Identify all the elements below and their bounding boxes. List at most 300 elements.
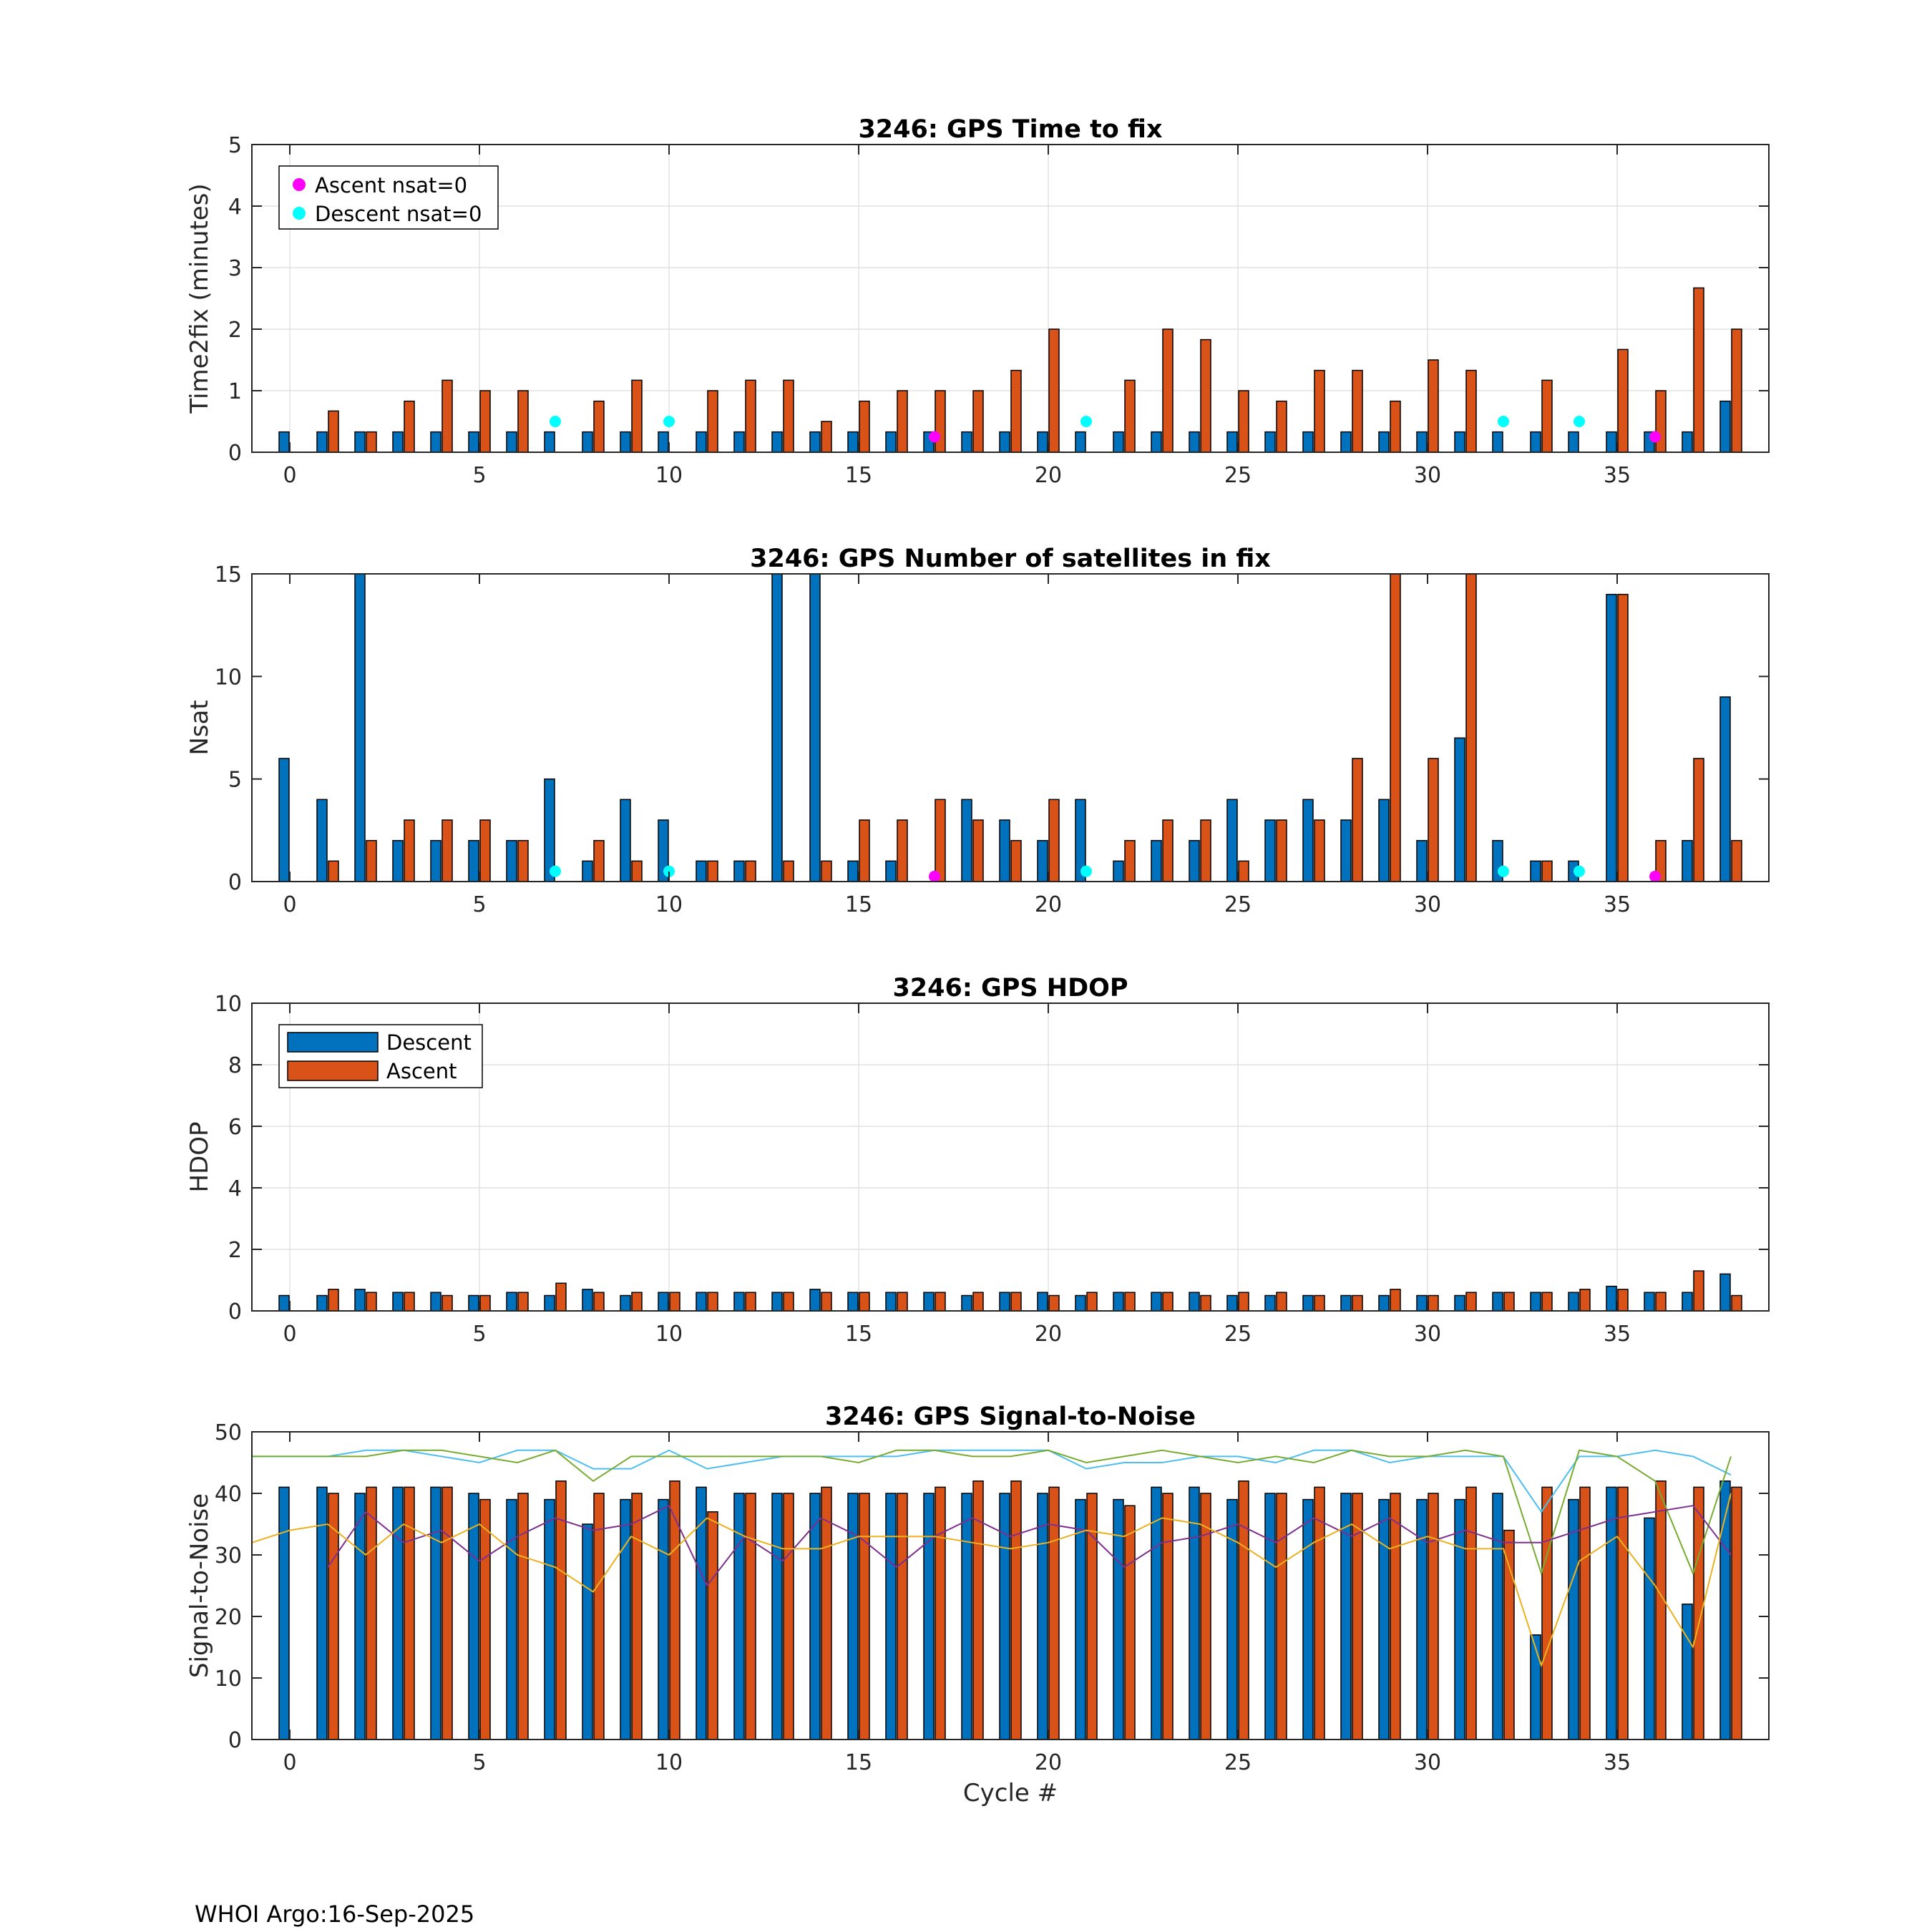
descent-nsat0-marker (1574, 416, 1585, 427)
ascent-bar (1732, 1487, 1742, 1740)
descent-bar (279, 1296, 289, 1312)
descent-nsat0-marker (550, 416, 561, 427)
descent-bar (1038, 1292, 1048, 1311)
descent-bar (734, 861, 744, 882)
ascent-bar (1428, 360, 1438, 452)
descent-bar (1265, 432, 1275, 452)
descent-bar (279, 1487, 289, 1740)
descent-bar (962, 1296, 972, 1312)
descent-bar (582, 861, 592, 882)
chart-panel-1 (185, 115, 1769, 488)
x-tick-label: 5 (472, 892, 487, 917)
descent-bar (1000, 820, 1010, 882)
ascent-bar (1732, 329, 1742, 452)
descent-bar (886, 432, 896, 452)
descent-bar (734, 432, 744, 452)
y-tick-label: 4 (228, 1176, 242, 1201)
ascent-bar (1618, 1487, 1628, 1740)
descent-bar (1189, 432, 1199, 452)
descent-bar (1531, 861, 1541, 882)
descent-bar (620, 432, 630, 452)
ascent-bar (746, 1292, 756, 1311)
ascent-bar (1049, 1296, 1059, 1312)
ascent-bar (404, 1292, 414, 1311)
ascent-bar (1239, 391, 1249, 452)
descent-bar (1682, 432, 1692, 452)
ascent-bar (1428, 1493, 1438, 1740)
ascent-bar (935, 1487, 945, 1740)
descent-bar (582, 1524, 592, 1740)
ascent-bar (821, 421, 831, 452)
ascent-bar (821, 1487, 831, 1740)
descent-bar (734, 1292, 744, 1311)
descent-bar (658, 1292, 668, 1311)
descent-bar (1379, 432, 1389, 452)
descent-bar (1606, 595, 1616, 882)
ascent-bar (1694, 1487, 1704, 1740)
descent-bar (393, 432, 403, 452)
descent-bar (886, 1292, 896, 1311)
descent-bar (1113, 861, 1123, 882)
descent-bar (1455, 432, 1465, 452)
y-tick-label: 1 (228, 379, 242, 404)
y-tick-label: 30 (214, 1543, 242, 1568)
y-tick-label: 5 (228, 133, 242, 158)
chart-title: 3246: GPS Signal-to-Noise (825, 1402, 1196, 1431)
descent-bar (1075, 432, 1085, 452)
ascent-bar (1466, 1292, 1476, 1311)
descent-nsat0-marker (1498, 866, 1509, 877)
ascent-bar (1201, 1296, 1211, 1312)
ascent-bar (670, 1292, 680, 1311)
descent-bar (469, 841, 479, 882)
ascent-nsat0-marker (1649, 871, 1661, 882)
ascent-bar (1163, 329, 1173, 452)
descent-bar (810, 432, 820, 452)
descent-bar (696, 1487, 706, 1740)
ascent-bar (1277, 1493, 1287, 1740)
x-tick-label: 15 (844, 1750, 873, 1775)
ascent-bar (1314, 371, 1324, 452)
descent-bar (431, 1487, 441, 1740)
descent-bar (1265, 1493, 1275, 1740)
ascent-bar (594, 1292, 604, 1311)
descent-bar (1720, 697, 1730, 882)
ascent-bar (1201, 820, 1211, 882)
descent-bar (1038, 1493, 1048, 1740)
ascent-bar (1656, 1481, 1666, 1740)
descent-bar (431, 841, 441, 882)
ascent-bar (480, 820, 490, 882)
descent-bar (507, 1292, 517, 1311)
descent-nsat0-marker (1574, 866, 1585, 877)
x-tick-label: 5 (472, 463, 487, 488)
descent-bar (1227, 799, 1237, 882)
x-tick-label: 35 (1603, 1322, 1631, 1347)
ascent-bar (1618, 349, 1628, 452)
x-tick-label: 20 (1034, 892, 1063, 917)
descent-bar (1341, 820, 1351, 882)
ascent-bar (859, 1292, 869, 1311)
ascent-bar (1239, 1481, 1249, 1740)
descent-bar (1606, 432, 1616, 452)
y-tick-label: 0 (228, 1728, 242, 1753)
descent-bar (1151, 432, 1161, 452)
legend (279, 166, 498, 229)
ascent-bar (1125, 841, 1135, 882)
chart-title: 3246: GPS Time to fix (858, 115, 1163, 144)
ascent-bar (859, 1493, 869, 1740)
descent-bar (1455, 738, 1465, 882)
ascent-bar (518, 841, 528, 882)
descent-bar (1189, 1292, 1199, 1311)
descent-bar (886, 861, 896, 882)
descent-bar (1000, 1493, 1010, 1740)
x-axis-label: Cycle # (962, 1779, 1058, 1807)
descent-bar (1265, 1296, 1275, 1312)
descent-bar (772, 1493, 782, 1740)
ascent-bar (632, 1493, 642, 1740)
descent-bar (1341, 432, 1351, 452)
ascent-bar (1087, 1292, 1097, 1311)
ascent-bar (746, 380, 756, 452)
descent-nsat0-marker (550, 866, 561, 877)
descent-bar (1227, 432, 1237, 452)
y-tick-label: 5 (228, 767, 242, 793)
ascent-bar (1011, 841, 1021, 882)
ascent-bar (1542, 380, 1552, 452)
ascent-bar (328, 1493, 338, 1740)
descent-bar (279, 432, 289, 452)
y-tick-label: 0 (228, 441, 242, 466)
descent-bar (810, 1493, 820, 1740)
ascent-bar (897, 1292, 907, 1311)
ascent-bar (784, 1292, 794, 1311)
plot-area (252, 1432, 1769, 1740)
x-tick-label: 30 (1413, 1322, 1442, 1347)
descent-bar (620, 1500, 630, 1740)
descent-bar (431, 432, 441, 452)
y-tick-label: 40 (214, 1482, 242, 1507)
descent-bar (962, 1493, 972, 1740)
ascent-bar (1277, 1292, 1287, 1311)
x-tick-label: 0 (283, 1750, 297, 1775)
y-tick-label: 10 (214, 992, 242, 1017)
x-tick-label: 0 (283, 463, 297, 488)
ascent-bar (1390, 1289, 1400, 1311)
ascent-bar (1618, 1289, 1628, 1311)
ascent-bar (1732, 1296, 1742, 1312)
ascent-bar (746, 861, 756, 882)
ascent-bar (404, 401, 414, 452)
descent-nsat0-marker (1080, 416, 1092, 427)
descent-bar (1303, 432, 1313, 452)
ascent-bar (784, 861, 794, 882)
ascent-bar (1542, 1487, 1552, 1740)
descent-bar (1531, 1635, 1541, 1740)
descent-bar (620, 799, 630, 882)
ascent-bar (366, 1487, 376, 1740)
descent-bar (924, 1493, 934, 1740)
descent-bar (848, 1493, 858, 1740)
ascent-bar (442, 820, 452, 882)
descent-bar (1493, 432, 1503, 452)
y-tick-label: 8 (228, 1053, 242, 1078)
ascent-bar (1201, 1493, 1211, 1740)
chart-title: 3246: GPS Number of satellites in fix (750, 545, 1271, 573)
descent-bar (469, 1493, 479, 1740)
descent-bar (1000, 432, 1010, 452)
ascent-bar (1694, 758, 1704, 882)
ascent-bar (1732, 841, 1742, 882)
descent-bar (1075, 1500, 1085, 1740)
x-tick-label: 35 (1603, 463, 1631, 488)
ascent-bar (328, 861, 338, 882)
descent-bar (734, 1493, 744, 1740)
ascent-bar (746, 1493, 756, 1740)
ascent-bar (1011, 1292, 1021, 1311)
x-tick-label: 25 (1224, 892, 1252, 917)
ascent-bar (1694, 1271, 1704, 1311)
ascent-bar (1011, 1481, 1021, 1740)
descent-bar (1151, 1487, 1161, 1740)
descent-bar (1720, 1274, 1730, 1311)
y-tick-label: 50 (214, 1420, 242, 1445)
ascent-bar (442, 380, 452, 452)
ascent-bar (1428, 1296, 1438, 1312)
descent-bar (1455, 1500, 1465, 1740)
y-tick-label: 10 (214, 1667, 242, 1692)
descent-bar (1606, 1487, 1616, 1740)
descent-bar (1568, 1500, 1579, 1740)
descent-bar (1379, 799, 1389, 882)
ascent-bar (1125, 1506, 1135, 1740)
y-tick-label: 3 (228, 256, 242, 281)
ascent-bar (1466, 574, 1476, 882)
x-tick-label: 20 (1034, 463, 1063, 488)
descent-bar (1303, 1500, 1313, 1740)
ascent-bar (708, 1512, 718, 1740)
x-tick-label: 30 (1413, 892, 1442, 917)
descent-bar (1038, 841, 1048, 882)
ascent-bar (1504, 1531, 1514, 1740)
descent-bar (1227, 1296, 1237, 1312)
ascent-bar (366, 1292, 376, 1311)
ascent-bar (1466, 1487, 1476, 1740)
descent-bar (1303, 1296, 1313, 1312)
y-tick-label: 2 (228, 318, 242, 343)
ascent-bar (784, 380, 794, 452)
descent-bar (1644, 1518, 1654, 1740)
descent-bar (962, 432, 972, 452)
descent-bar (1113, 432, 1123, 452)
descent-bar (317, 1296, 327, 1312)
descent-bar (1227, 1500, 1237, 1740)
descent-bar (317, 799, 327, 882)
descent-bar (1189, 1487, 1199, 1740)
ascent-bar (1580, 1289, 1590, 1311)
ascent-bar (1656, 391, 1666, 452)
descent-bar (1531, 432, 1541, 452)
descent-nsat0-marker (663, 416, 675, 427)
ascent-bar (1125, 1292, 1135, 1311)
ascent-bar (594, 401, 604, 452)
y-tick-label: 10 (214, 665, 242, 691)
ascent-bar (897, 1493, 907, 1740)
descent-bar (1682, 1604, 1692, 1740)
descent-bar (355, 432, 365, 452)
ascent-bar (1694, 288, 1704, 452)
y-tick-label: 4 (228, 195, 242, 220)
descent-bar (1265, 820, 1275, 882)
y-tick-label: 15 (214, 562, 242, 587)
x-tick-label: 15 (844, 463, 873, 488)
x-tick-label: 0 (283, 1322, 297, 1347)
descent-bar (1417, 1500, 1427, 1740)
ascent-bar (1466, 371, 1476, 452)
descent-bar (1189, 841, 1199, 882)
ascent-bar (1125, 380, 1135, 452)
descent-bar (507, 841, 517, 882)
x-tick-label: 5 (472, 1750, 487, 1775)
descent-bar (1720, 401, 1730, 452)
ascent-bar (1163, 1493, 1173, 1740)
descent-bar (317, 432, 327, 452)
ascent-bar (518, 1292, 528, 1311)
descent-bar (1682, 841, 1692, 882)
ascent-bar (1580, 1487, 1590, 1740)
x-tick-label: 10 (655, 1322, 683, 1347)
ascent-bar (1277, 820, 1287, 882)
descent-bar (848, 861, 858, 882)
ascent-bar (1314, 820, 1324, 882)
descent-bar (1151, 841, 1161, 882)
y-tick-label: 0 (228, 1299, 242, 1324)
descent-bar (962, 799, 972, 882)
descent-bar (810, 574, 820, 882)
descent-bar (658, 1500, 668, 1740)
ascent-nsat0-marker (929, 871, 940, 882)
ascent-bar (366, 432, 376, 452)
legend-marker (293, 178, 306, 191)
ascent-nsat0-marker (1649, 431, 1661, 443)
ascent-bar (1428, 758, 1438, 882)
descent-bar (279, 758, 289, 882)
legend-swatch (288, 1061, 378, 1080)
descent-bar (355, 1493, 365, 1740)
descent-bar (1038, 432, 1048, 452)
descent-bar (772, 574, 782, 882)
descent-bar (924, 1292, 934, 1311)
descent-bar (1568, 432, 1579, 452)
ascent-bar (366, 841, 376, 882)
descent-bar (772, 432, 782, 452)
ascent-bar (1352, 758, 1362, 882)
descent-nsat0-marker (1080, 866, 1092, 877)
ascent-bar (1011, 371, 1021, 452)
descent-bar (1493, 1292, 1503, 1311)
ascent-bar (935, 799, 945, 882)
descent-bar (545, 1500, 555, 1740)
ascent-bar (897, 820, 907, 882)
legend-label: Descent (386, 1030, 472, 1055)
ascent-bar (1239, 1292, 1249, 1311)
ascent-bar (1049, 799, 1059, 882)
x-tick-label: 30 (1413, 463, 1442, 488)
ascent-bar (1239, 861, 1249, 882)
ascent-bar (1314, 1296, 1324, 1312)
x-tick-label: 10 (655, 1750, 683, 1775)
ascent-bar (632, 1292, 642, 1311)
x-tick-label: 30 (1413, 1750, 1442, 1775)
descent-bar (469, 1296, 479, 1312)
descent-bar (1417, 841, 1427, 882)
descent-bar (1341, 1493, 1351, 1740)
ascent-bar (897, 391, 907, 452)
ascent-bar (1390, 574, 1400, 882)
descent-bar (848, 1292, 858, 1311)
ascent-bar (821, 861, 831, 882)
descent-bar (545, 1296, 555, 1312)
ascent-bar (328, 411, 338, 452)
descent-bar (848, 432, 858, 452)
descent-bar (355, 574, 365, 882)
x-tick-label: 0 (283, 892, 297, 917)
descent-bar (1568, 1292, 1579, 1311)
y-tick-label: 20 (214, 1605, 242, 1630)
descent-bar (1379, 1500, 1389, 1740)
y-axis-label: Time2fix (minutes) (185, 183, 214, 414)
ascent-bar (1049, 329, 1059, 452)
ascent-bar (1163, 820, 1173, 882)
descent-bar (1417, 1296, 1427, 1312)
legend-label: Ascent nsat=0 (315, 173, 468, 197)
ascent-bar (1390, 1493, 1400, 1740)
ascent-bar (670, 1481, 680, 1740)
ascent-bar (859, 820, 869, 882)
descent-bar (1379, 1296, 1389, 1312)
legend (279, 1025, 482, 1088)
x-tick-label: 35 (1603, 892, 1631, 917)
legend-swatch (288, 1033, 378, 1052)
plot-area (252, 574, 1769, 882)
descent-bar (431, 1292, 441, 1311)
x-tick-label: 10 (655, 463, 683, 488)
ascent-bar (632, 380, 642, 452)
descent-bar (1113, 1292, 1123, 1311)
descent-bar (1341, 1296, 1351, 1312)
ascent-bar (1352, 371, 1362, 452)
descent-bar (1151, 1292, 1161, 1311)
ascent-bar (1542, 861, 1552, 882)
x-tick-label: 10 (655, 892, 683, 917)
descent-bar (393, 841, 403, 882)
legend-label: Descent nsat=0 (315, 202, 482, 226)
descent-bar (886, 1493, 896, 1740)
descent-bar (1000, 1292, 1010, 1311)
ascent-bar (594, 841, 604, 882)
descent-bar (393, 1292, 403, 1311)
chart-panel-4 (185, 1402, 1769, 1807)
descent-bar (696, 1292, 706, 1311)
descent-bar (620, 1296, 630, 1312)
ascent-bar (632, 861, 642, 882)
descent-bar (1493, 1493, 1503, 1740)
ascent-bar (973, 1292, 983, 1311)
ascent-bar (935, 391, 945, 452)
ascent-bar (518, 1493, 528, 1740)
y-axis-label: Nsat (185, 700, 214, 756)
